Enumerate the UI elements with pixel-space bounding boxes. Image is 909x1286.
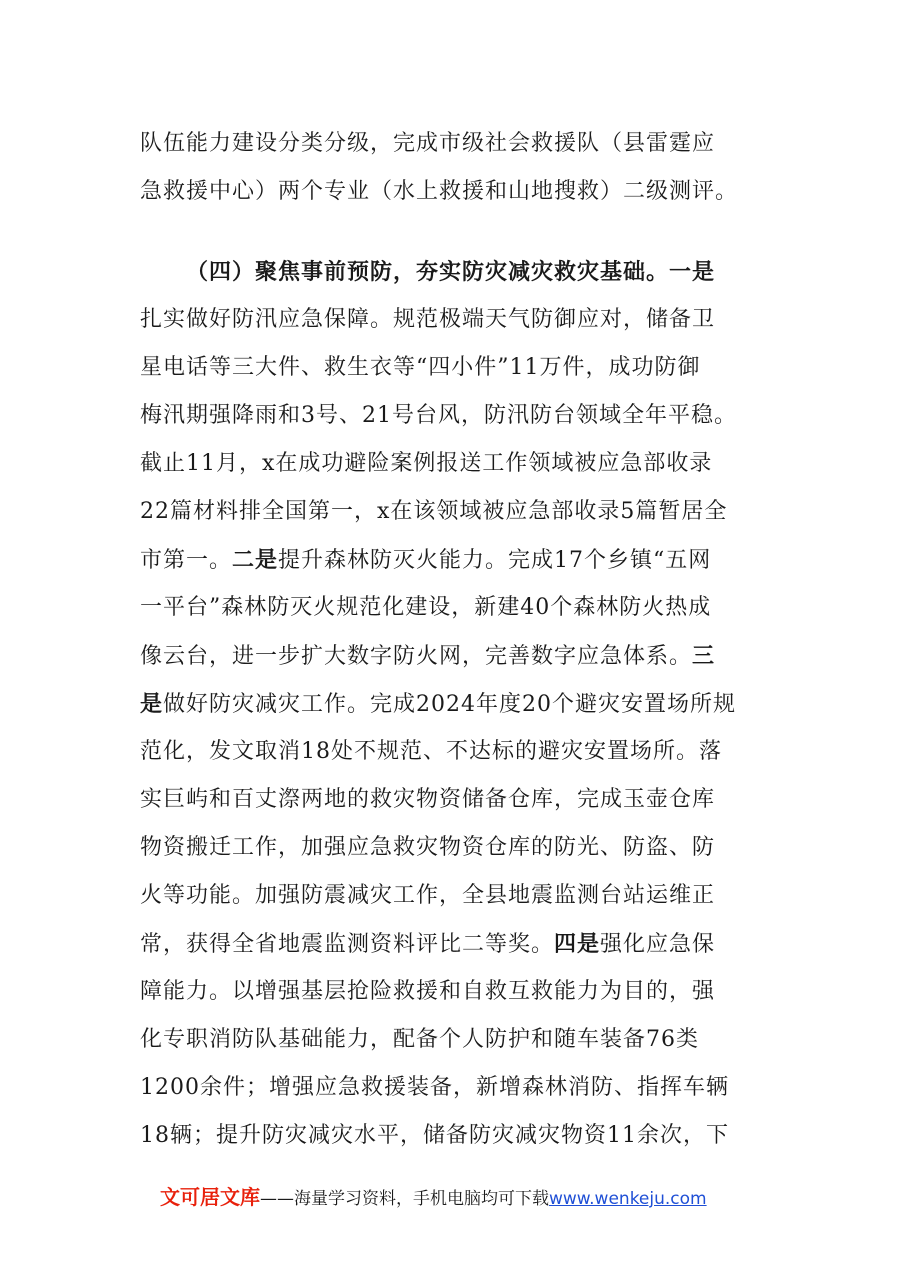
section-heading: （四）聚焦事前预防，夯实防灾减灾救灾基础。一是 [186,259,716,285]
text-line: 18辆；提升防灾减灾水平，储备防灾减灾物资11余次，下 [140,1123,729,1148]
text-run: 提升森林防灭火能力。完成17个乡镇“五网 [278,548,712,573]
text-line: 急救援中心）两个专业（水上救援和山地搜救）二级测评。 [140,179,739,204]
emphasis-run: 四是 [554,931,601,957]
text-run: 市第一。 [140,548,233,573]
text-line: 队伍能力建设分类分级，完成市级社会救援队（县雷霆应 [140,131,716,156]
text-run: 做好防灾减灾工作。完成2024年度20个避灾安置场所规 [163,692,736,717]
text-line [140,684,736,724]
text-run: 强化应急保 [600,932,716,957]
footer-tagline: ——海量学习资料，手机电脑均可下载 [260,1189,549,1209]
text-line: 星电话等三大件、救生衣等“四小件”11万件，成功防御 [140,355,701,380]
text-line: 障能力。以增强基层抢险救援和自救互救能力为目的，强 [140,979,716,1004]
text-line [140,924,715,964]
emphasis-run: 三 [692,643,716,669]
brand-name: 文可居文库 [160,1185,260,1209]
site-link[interactable]: www.wenkeju.com [549,1189,707,1209]
text-line: 物资搬迁工作，加强应急救灾物资仓库的防光、防盗、防 [140,835,716,860]
text-line: 22篇材料排全国第一，x在该领域被应急部收录5篇暂居全 [140,499,728,524]
text-line: 实巨屿和百丈漈两地的救灾物资储备仓库，完成玉壶仓库 [140,787,716,812]
emphasis-run: 二是 [232,547,279,573]
text-line: 一平台”森林防灭火规范化建设，新建40个森林防火热成 [140,595,712,620]
text-line: 截止11月，x在成功避险案例报送工作领域被应急部收录 [140,451,713,476]
text-run: 常，获得全省地震监测资料评比二等奖。 [140,932,555,957]
text-run: 像云台，进一步扩大数字防火网，完善数字应急体系。 [140,644,693,669]
text-line: 梅汛期强降雨和3号、21号台风，防汛防台领域全年平稳。 [140,403,737,428]
text-line: 扎实做好防汛应急保障。规范极端天气防御应对，储备卫 [140,307,716,332]
text-line: 化专职消防队基础能力，配备个人防护和随车装备76类 [140,1027,699,1052]
text-line [140,540,711,580]
text-line: 范化，发文取消18处不规范、不达标的避灾安置场所。落 [140,739,722,764]
emphasis-run: 是 [140,691,164,717]
text-line: 火等功能。加强防震减灾工作，全县地震监测台站运维正 [140,883,716,908]
text-line [140,636,715,676]
footer-banner [160,1180,707,1214]
text-line: 1200余件；增强应急救援装备，新增森林消防、指挥车辆 [140,1075,729,1100]
